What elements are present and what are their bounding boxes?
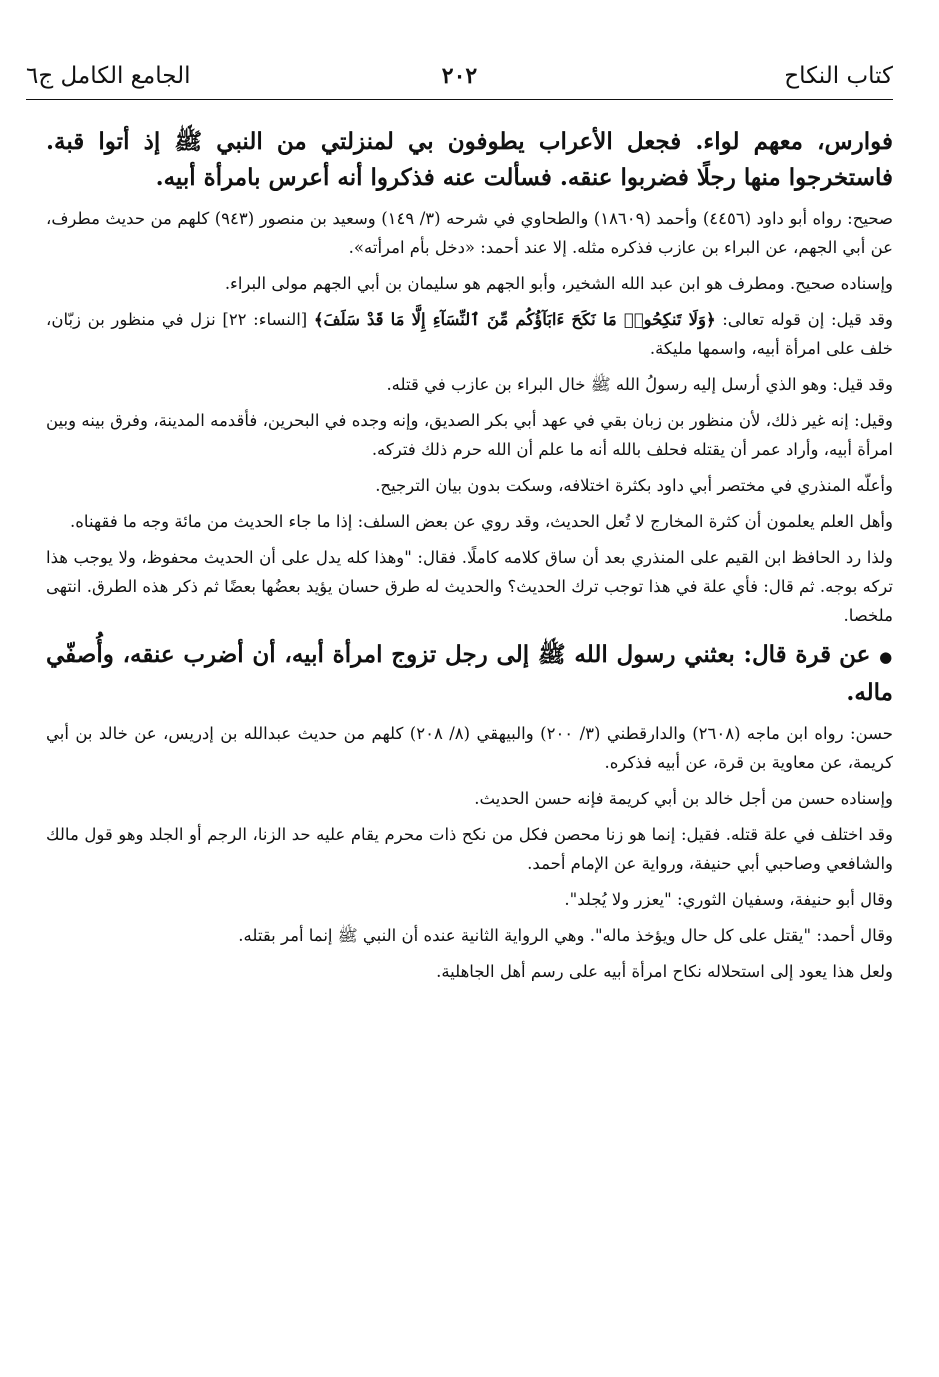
commentary-paragraph: وأهل العلم يعلمون أن كثرة المخارج لا تُعل الحديث، وقد روي عن بعض السلف: إذا ما جاء الحديث من مائة وجه ما فقهناه. [70, 512, 893, 531]
hadith-text-continuation: فوارس، معهم لواء. فجعل الأعراب يطوفون بي لمنزلتي من النبي ﷺ إذ أتوا قبة. فاستخرجوا منها رجلًا فضربوا عنقه. فسألت عنه فذكروا أنه أعرس بامرأة أبيه. [46, 128, 893, 191]
paragraph-text-after: [النساء: ٢٢] نزل في منظور بن زبّان، خلف على امرأة أبيه، واسمها مليكة. [46, 310, 893, 358]
header-rule [26, 99, 893, 100]
page-body [46, 124, 893, 1329]
commentary-paragraph: وأعلّه المنذري في مختصر أبي داود بكثرة اختلافه، وسكت بدون بيان الترجيح. [375, 476, 893, 495]
book-title: كتاب النكاح [784, 63, 893, 89]
isnad-paragraph: وإسناده حسن من أجل خالد بن أبي كريمة فإنه حسن الحديث. [474, 789, 893, 808]
commentary-paragraph: وقيل: إنه غير ذلك، لأن منظور بن زبان بقي في عهد أبي بكر الصديق، وإنه وجده في البحرين، فأقدمه المدينة، وفرق بينه وبين امرأة أبيه، وأراد عمر أن يقتله فحلف بالله أنه ما علم أن الله حرم ذلك فتركه. [46, 411, 893, 459]
takhrij-paragraph: حسن: رواه ابن ماجه (٢٦٠٨) والدارقطني (٣/ ٢٠٠) والبيهقي (٨/ ٢٠٨) كلهم من حديث عبدالله بن إدريس، عن خالد بن أبي كريمة، عن معاوية بن قرة، عن أبيه فذكره. [46, 724, 893, 772]
paragraph-text-before: وقد قيل: إن قوله تعالى: [715, 310, 893, 329]
commentary-paragraph: وقد اختلف في علة قتله. فقيل: إنما هو زنا محصن فكل من نكح ذات محرم يقام عليه حد الزنا، الرجم أو الجلد وهو قول مالك والشافعي وصاحبي أبي حنيفة، ورواية عن الإمام أحمد. [46, 825, 893, 873]
hadith-text-body: عن قرة قال: بعثني رسول الله ﷺ إلى رجل تزوج امرأة أبيه، أن أضرب عنقه، وأُصفّي ماله. [46, 641, 893, 706]
isnad-paragraph: وإسناده صحيح. ومطرف هو ابن عبد الله الشخير، وأبو الجهم هو سليمان بن أبي الجهم مولى البراء. [224, 274, 893, 293]
commentary-paragraph: وقال أبو حنيفة، وسفيان الثوري: "يعزر ولا يُجلد". [564, 890, 893, 909]
bullet-icon: ● [879, 648, 893, 666]
commentary-paragraph: وقال أحمد: "يقتل على كل حال ويؤخذ ماله". وهي الرواية الثانية عنده أن النبي ﷺ إنما أمر بقتله. [238, 926, 893, 945]
takhrij-paragraph: صحيح: رواه أبو داود (٤٤٥٦) وأحمد (١٨٦٠٩) والطحاوي في شرحه (٣/ ١٤٩) وسعيد بن منصور (٩٤٣) كلهم من حديث مطرف، عن أبي الجهم، عن البراء بن عازب فذكره مثله. إلا عند أحمد: «دخل بأم امرأته». [46, 209, 893, 257]
quran-verse: ﴿وَلَا تَنكِحُوا۟ مَا نَكَحَ ءَابَآؤُكُم مِّنَ ٱلنِّسَآءِ إِلَّا مَا قَدْ سَلَفَ﴾ [313, 310, 716, 329]
quran-reference-paragraph [46, 305, 893, 363]
commentary-paragraph: ولعل هذا يعود إلى استحلاله نكاح امرأة أبيه على رسم أهل الجاهلية. [436, 962, 893, 981]
hadith-text [46, 637, 893, 711]
commentary-paragraph: وقد قيل: وهو الذي أرسل إليه رسولُ الله ﷺ خال البراء بن عازب في قتله. [386, 375, 893, 394]
page-header [26, 56, 893, 100]
page-number: ٢٠٢ [441, 63, 478, 89]
volume-title: الجامع الكامل ج٦ [26, 63, 191, 89]
commentary-paragraph: ولذا رد الحافظ ابن القيم على المنذري بعد أن ساق كلامه كاملًا. فقال: "وهذا كله يدل على أن الحديث محفوظ، ولا يوجب هذا تركه بوجه. ثم قال: فأي علة في هذا توجب ترك الحديث؟ والحديث له طرق حسان يؤيد بعضُها بعضًا ثم ذكر هذه الطرق. انتهى ملخصا. [46, 548, 893, 625]
